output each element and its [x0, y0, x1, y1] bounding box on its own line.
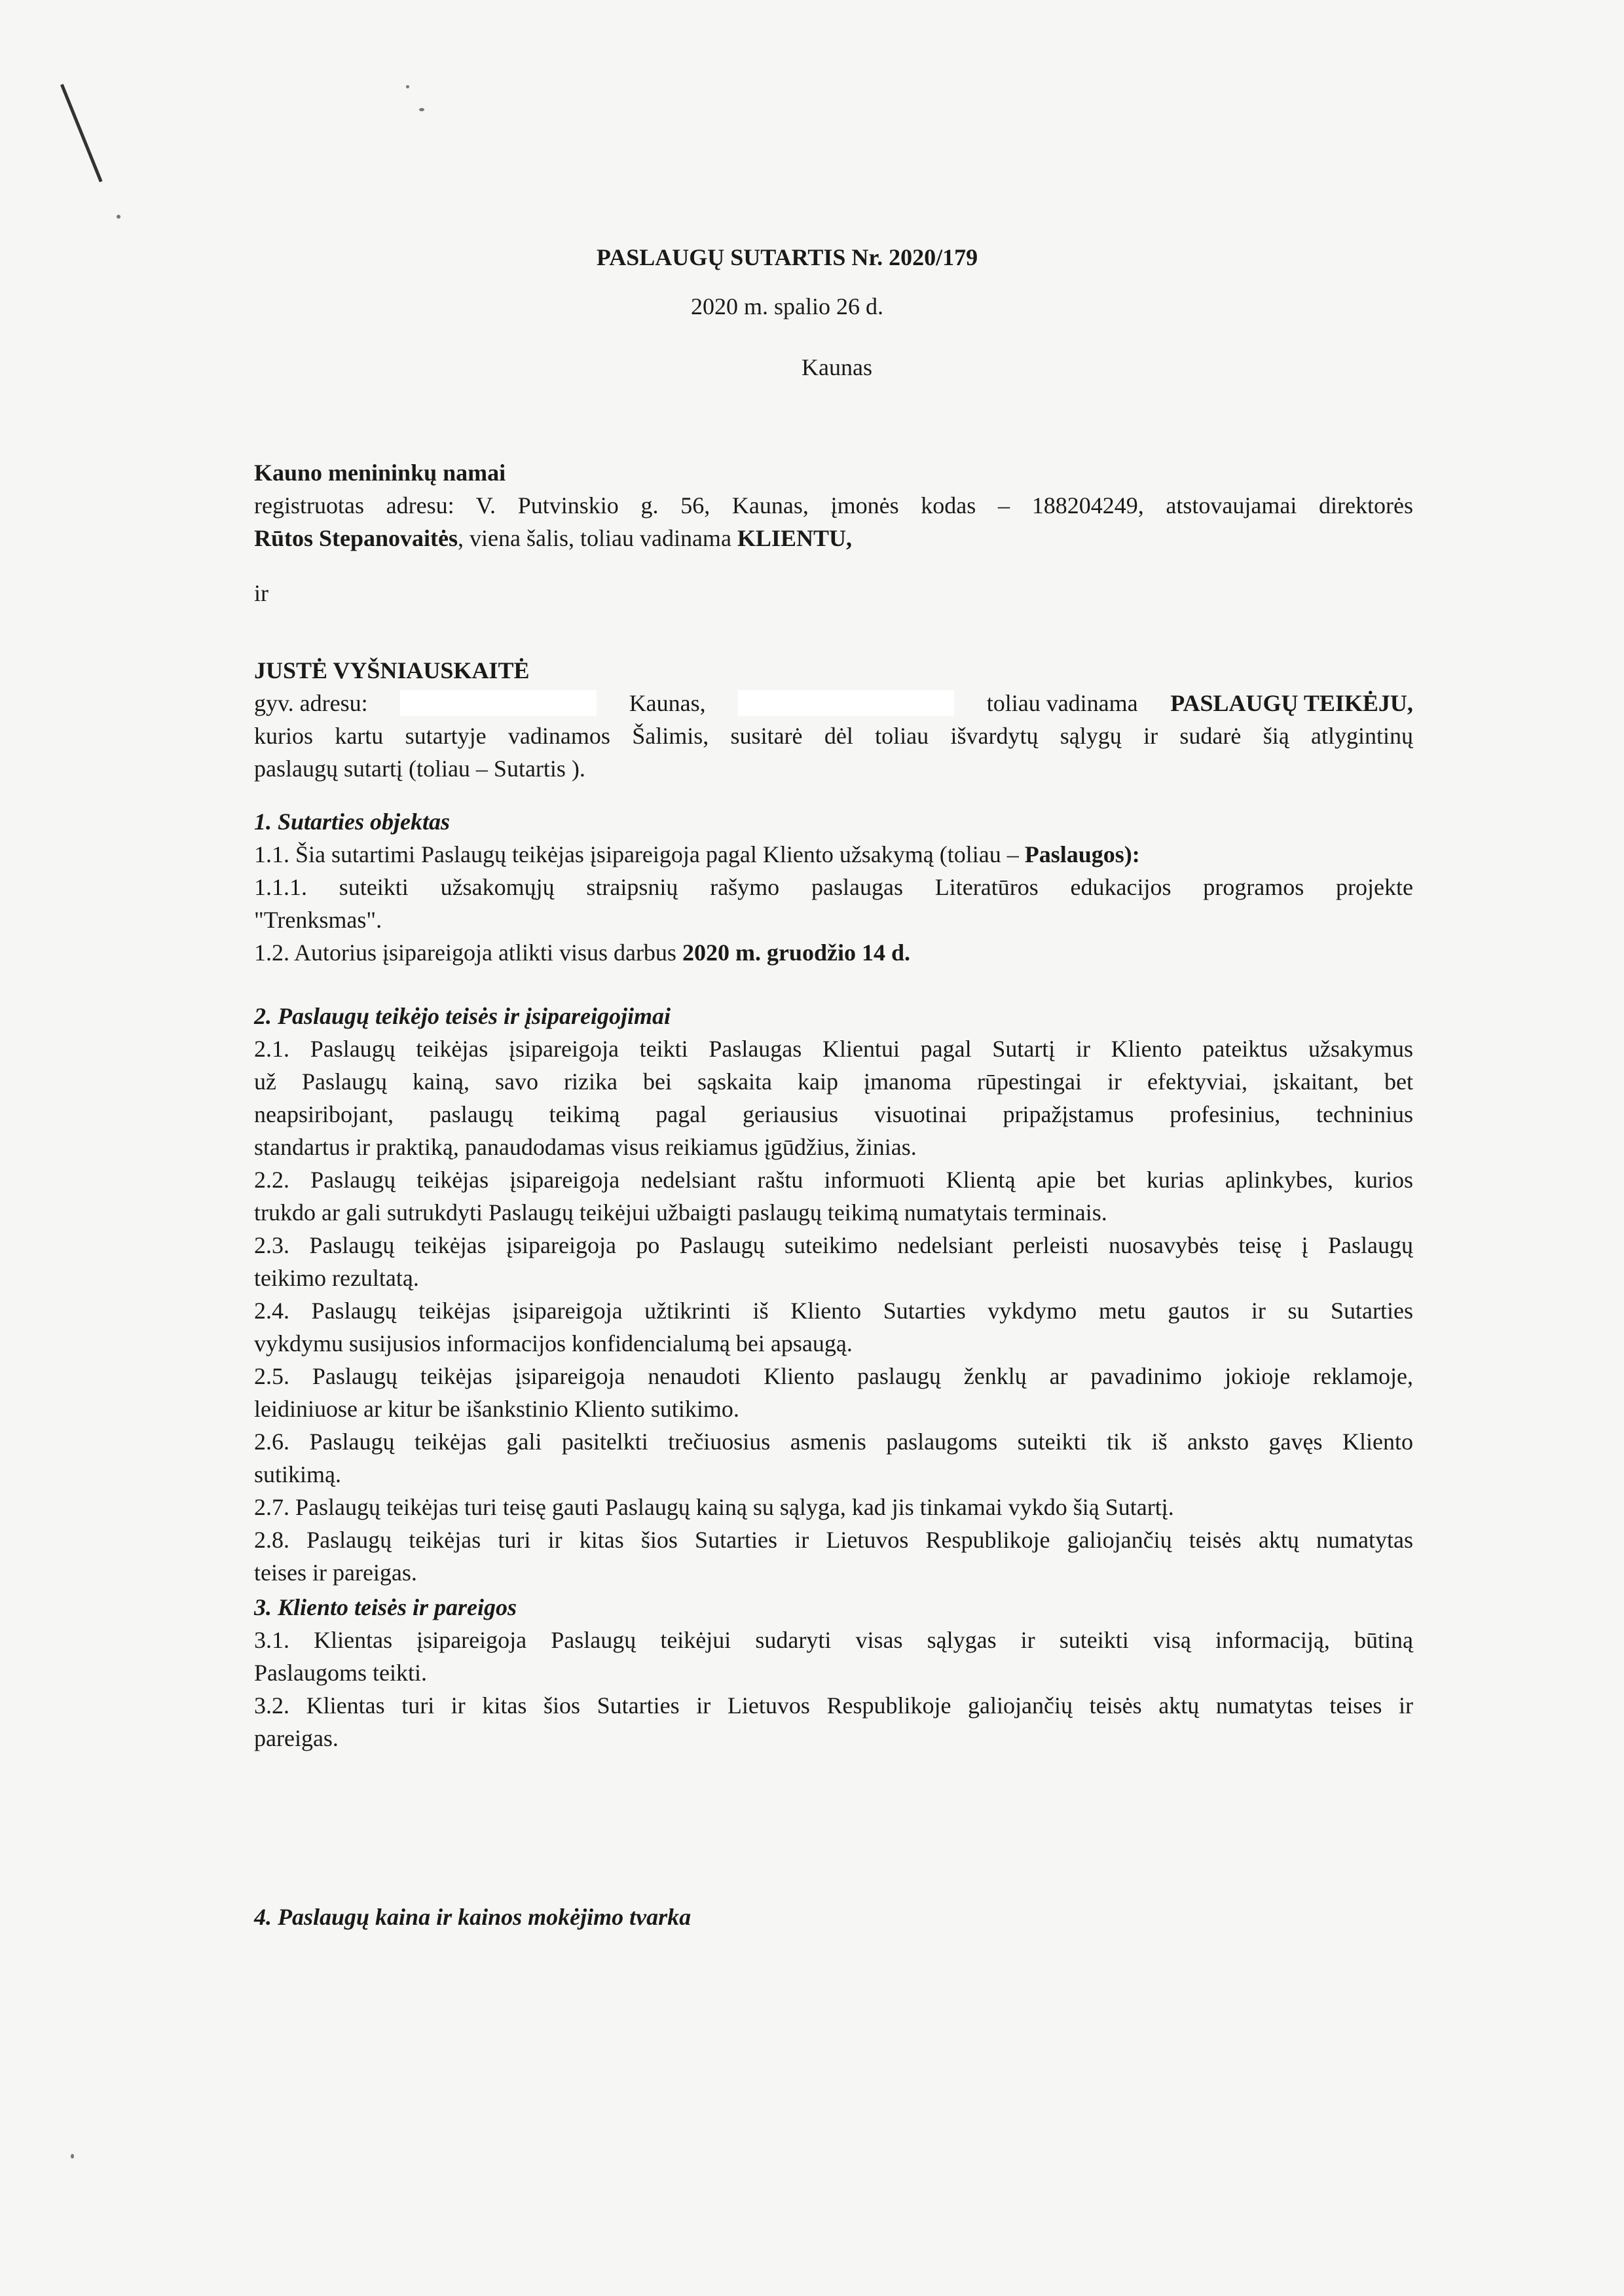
document-title: PASLAUGŲ SUTARTIS Nr. 2020/179	[596, 244, 978, 270]
provider-address-label: gyv. adresu:	[254, 690, 368, 716]
section-3-clause-line: 3.1. Klientas įsipareigoja Paslaugų teikėjui sudaryti visas sąlygas ir suteikti visą informaciją, būtiną	[254, 1627, 1413, 1653]
section-2-clause-line: 2.8. Paslaugų teikėjas turi ir kitas šios Sutarties ir Lietuvos Respublikoje galiojančių teisės aktų numatytas	[254, 1527, 1413, 1553]
section-3-clause-line: pareigas.	[254, 1725, 339, 1751]
section-2-clause-line: 2.1. Paslaugų teikėjas įsipareigoja teikti Paslaugas Klientui pagal Sutartį ir Kliento pateiktus užsakymus	[254, 1036, 1413, 1062]
section-2-clause-line: už Paslaugų kainą, savo rizika bei sąskaita kaip įmanoma rūpestingai ir efektyviai, įskaitant, bet	[254, 1068, 1413, 1095]
section-2-clause-line: 2.4. Paslaugų teikėjas įsipareigoja užtikrinti iš Kliento Sutarties vykdymo metu gautos ir su Sutarties	[254, 1298, 1413, 1324]
section-2	[254, 1000, 1413, 1589]
provider-name: JUSTĖ VYŠNIAUSKAITĖ	[254, 657, 530, 683]
client-representative-line	[254, 522, 1413, 555]
clause-1-1-text: 1.1. Šia sutartimi Paslaugų teikėjas įsipareigoja pagal Kliento užsakymą (toliau –	[254, 841, 1025, 867]
section-1-heading: 1. Sutarties objektas	[254, 809, 451, 835]
client-role: KLIENTU,	[737, 525, 852, 551]
section-2-clauses	[254, 1032, 1413, 1589]
provider-role: PASLAUGŲ TEIKĖJU,	[1170, 690, 1413, 716]
clause-1-1-1: 1.1.1. suteikti užsakomųjų straipsnių rašymo paslaugas Literatūros edukacijos programos projekte	[254, 874, 1413, 900]
section-2-clause-line: standartus ir praktiką, panaudodamas visus reikiamus įgūdžius, žinias.	[254, 1134, 917, 1160]
section-3	[254, 1591, 1413, 1755]
section-3-clause-line: Paslaugoms teikti.	[254, 1660, 427, 1686]
document-date: 2020 m. spalio 26 d.	[691, 293, 883, 319]
section-2-clause-line: teikimo rezultatą.	[254, 1265, 419, 1291]
section-2-clause-line: vykdymu susijusios informacijos konfidencialumą bei apsaugą.	[254, 1330, 853, 1357]
scan-speck	[419, 108, 424, 111]
section-3-heading: 3. Kliento teisės ir pareigos	[254, 1594, 517, 1620]
client-name: Kauno menininkų namai	[254, 460, 506, 486]
section-2-clause-line: sutikimą.	[254, 1461, 341, 1487]
section-2-clause-line: 2.3. Paslaugų teikėjas įsipareigoja po Paslaugų suteikimo nedelsiant perleisti nuosavybės teisę į Paslaugų	[254, 1232, 1413, 1258]
redacted-address-block	[400, 690, 597, 716]
section-2-clause-line: neapsiribojant, paslaugų teikimą pagal geriausius visuotinai pripažįstamus profesinius, techninius	[254, 1101, 1413, 1127]
section-3-clause-line: 3.2. Klientas turi ir kitas šios Sutarties ir Lietuvos Respublikoje galiojančių teisės aktų numatytas teises ir	[254, 1692, 1413, 1719]
provider-address-line	[254, 687, 1413, 720]
section-2-clause-line: 2.6. Paslaugų teikėjas gali pasitelkti trečiuosius asmenis paslaugoms suteikti tik iš anksto gavęs Kliento	[254, 1429, 1413, 1455]
clause-1-2-deadline: 2020 m. gruodžio 14 d.	[682, 939, 910, 966]
clause-1-2	[254, 936, 1413, 969]
client-line-text: , viena šalis, toliau vadinama	[458, 525, 737, 551]
clause-1-1	[254, 838, 1413, 871]
section-2-clause-line: 2.2. Paslaugų teikėjas įsipareigoja nedelsiant raštu informuoti Klientą apie bet kurias aplinkybes, kurios	[254, 1167, 1413, 1193]
client-details-line: registruotas adresu: V. Putvinskio g. 56, Kaunas, įmonės kodas – 188204249, atstovaujamai direktorės	[254, 492, 1413, 519]
provider-city: Kaunas,	[629, 690, 706, 716]
clause-1-1-term: Paslaugos):	[1024, 841, 1140, 867]
section-2-heading: 2. Paslaugų teikėjo teisės ir įsipareigojimai	[254, 1003, 671, 1029]
clause-1-1-1-end: "Trenksmas".	[254, 907, 382, 933]
document-city: Kaunas	[802, 354, 872, 380]
provider-agreement-line: kurios kartu sutartyje vadinamos Šalimis, susitarė dėl toliau išvardytų sąlygų ir sudarė šią atlygintinų	[254, 723, 1413, 749]
client-director-name: Rūtos Stepanovaitės	[254, 525, 458, 551]
provider-line-text: toliau vadinama	[986, 690, 1138, 716]
scan-speck	[71, 2154, 74, 2159]
section-2-clause-line: 2.7. Paslaugų teikėjas turi teisę gauti Paslaugų kainą su sąlyga, kad jis tinkamai vykdo šią Sutartį.	[254, 1494, 1174, 1520]
section-4-heading: 4. Paslaugų kaina ir kainos mokėjimo tvarka	[254, 1904, 692, 1930]
section-2-clause-line: teises ir pareigas.	[254, 1559, 417, 1586]
scan-artifact-line	[60, 84, 103, 182]
section-1	[254, 805, 1413, 969]
scan-speck	[117, 215, 120, 219]
section-2-clause-line: trukdo ar gali sutrukdyti Paslaugų teikėjui užbaigti paslaugų teikimą numatytais terminais.	[254, 1199, 1107, 1226]
scan-speck	[406, 85, 409, 88]
clause-1-2-text: 1.2. Autorius įsipareigoja atlikti visus darbus	[254, 939, 682, 966]
conjunction-text: ir	[254, 580, 268, 606]
redacted-personal-code-block	[738, 690, 954, 716]
section-2-clause-line: 2.5. Paslaugų teikėjas įsipareigoja nenaudoti Kliento paslaugų ženklų ar pavadinimo jokioje reklamoje,	[254, 1363, 1413, 1389]
section-3-clauses	[254, 1624, 1413, 1755]
parties-block	[254, 456, 1413, 785]
provider-agreement-line-end: paslaugų sutartį (toliau – Sutartis ).	[254, 756, 585, 782]
section-4	[254, 1901, 1413, 1933]
section-2-clause-line: leidiniuose ar kitur be išankstinio Kliento sutikimo.	[254, 1396, 739, 1422]
